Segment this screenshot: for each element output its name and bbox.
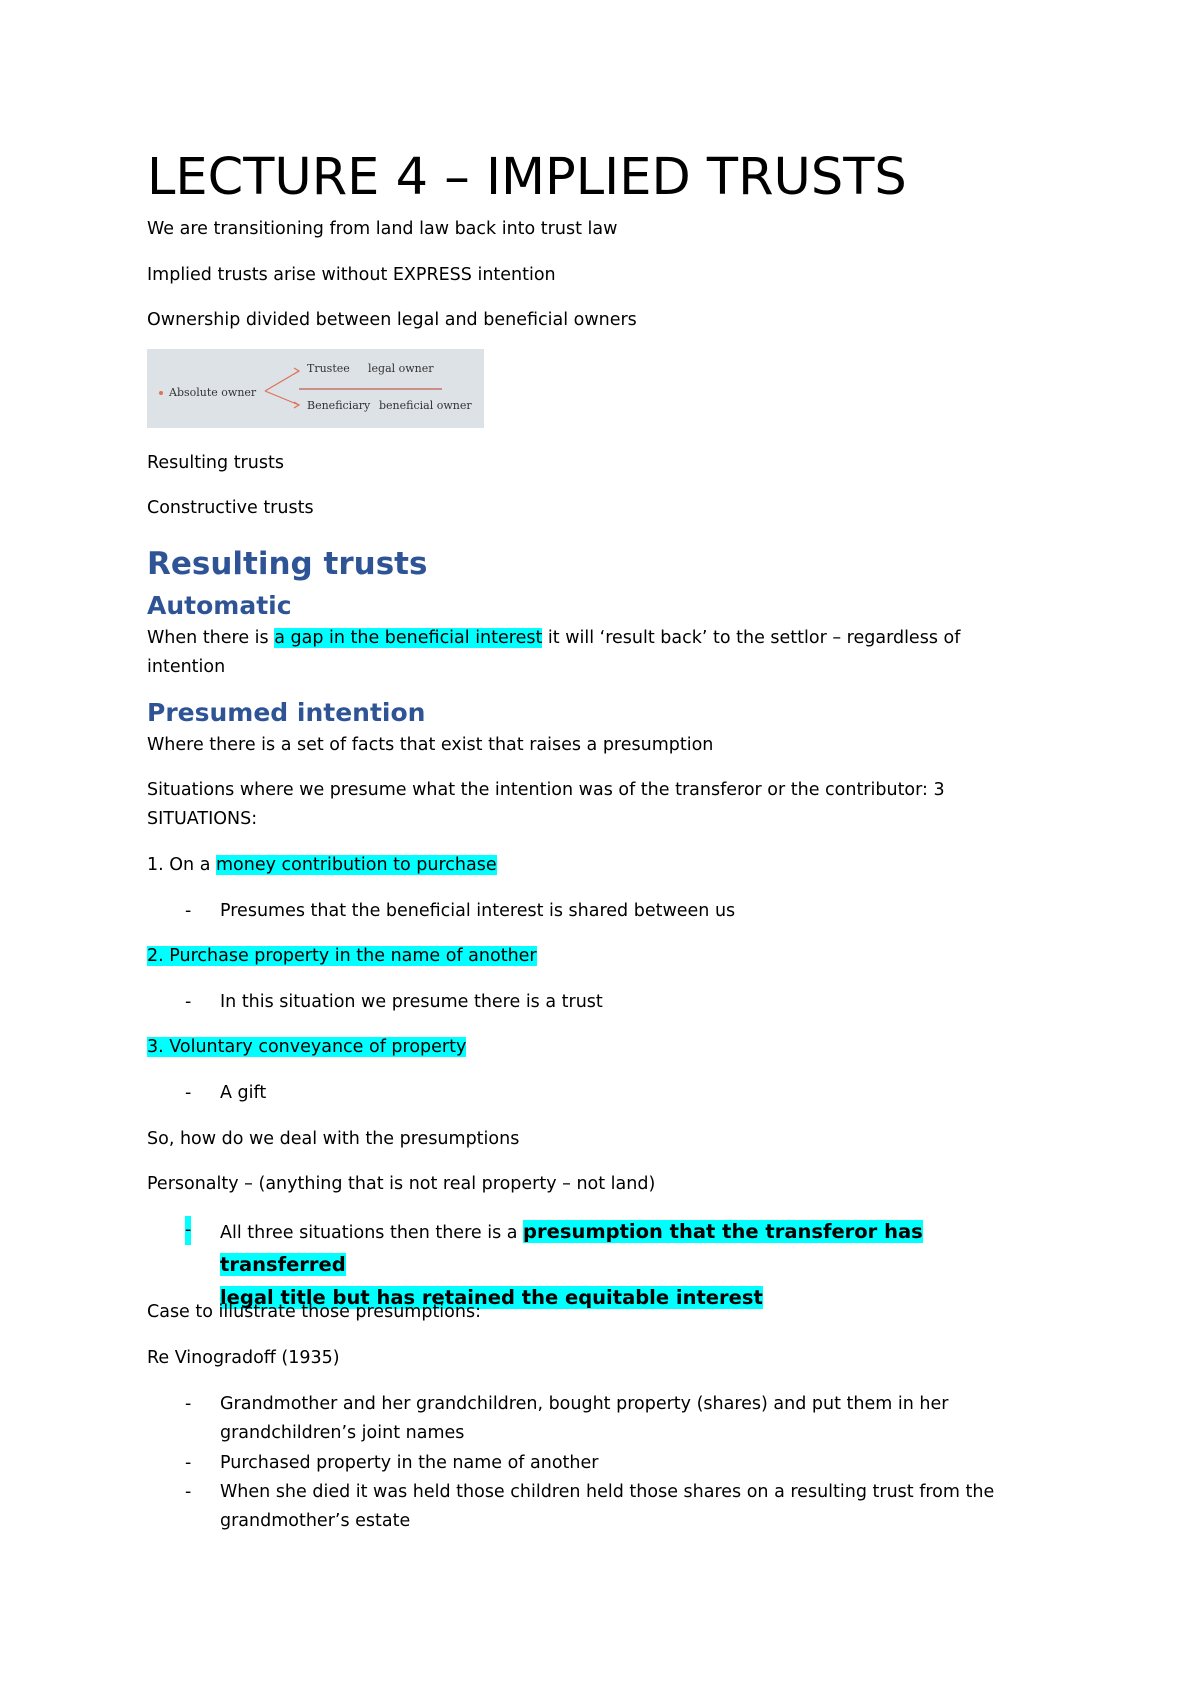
- section-heading: Resulting trusts: [147, 546, 428, 582]
- presumed-line-1: Where there is a set of facts that exist that raises a presumption: [147, 735, 714, 755]
- presumed-line-2b: SITUATIONS:: [147, 809, 258, 829]
- automatic-text: When there is a gap in the beneficial interest it will ‘result back’ to the settlor – regardless of: [147, 628, 961, 648]
- diagram-legal-owner: legal owner: [368, 362, 434, 375]
- presumed-line-2a: Situations where we presume what the intention was of the transferor or the contributor: 3: [147, 780, 945, 800]
- situation-1: 1. On a money contribution to purchase: [147, 855, 497, 875]
- case-name: Re Vinogradoff (1935): [147, 1348, 340, 1368]
- diagram-beneficiary: Beneficiary: [307, 399, 371, 412]
- intro-line-3: Ownership divided between legal and beneficial owners: [147, 310, 637, 330]
- type-constructive: Constructive trusts: [147, 498, 314, 518]
- ownership-diagram: [147, 349, 484, 428]
- automatic-highlight: a gap in the beneficial interest: [274, 628, 543, 648]
- automatic-heading: Automatic: [147, 591, 292, 620]
- intro-line-2: Implied trusts arise without EXPRESS intention: [147, 265, 556, 285]
- situation-1-highlight: money contribution to purchase: [215, 855, 497, 875]
- page-title: LECTURE 4 – IMPLIED TRUSTS: [147, 148, 907, 207]
- automatic-text-line2: intention: [147, 657, 226, 677]
- type-resulting: Resulting trusts: [147, 453, 284, 473]
- deal-line: So, how do we deal with the presumptions: [147, 1129, 520, 1149]
- diagram-beneficial-owner: beneficial owner: [379, 399, 472, 412]
- situation-2: 2. Purchase property in the name of another: [147, 946, 537, 966]
- diagram-absolute-owner: Absolute owner: [169, 386, 257, 399]
- diagram-trustee: Trustee: [307, 362, 350, 375]
- situation-3: 3. Voluntary conveyance of property: [147, 1037, 467, 1057]
- presumed-heading: Presumed intention: [147, 698, 426, 727]
- presumption-highlight: presumption that the transferor has transferred: [220, 1220, 923, 1276]
- personalty-line: Personalty – (anything that is not real property – not land): [147, 1174, 656, 1194]
- case-intro: Case to illustrate those presumptions:: [147, 1302, 481, 1322]
- intro-line-1: We are transitioning from land law back into trust law: [147, 219, 618, 239]
- presumption-highlight-2: legal title but has retained the equitable interest: [220, 1286, 763, 1309]
